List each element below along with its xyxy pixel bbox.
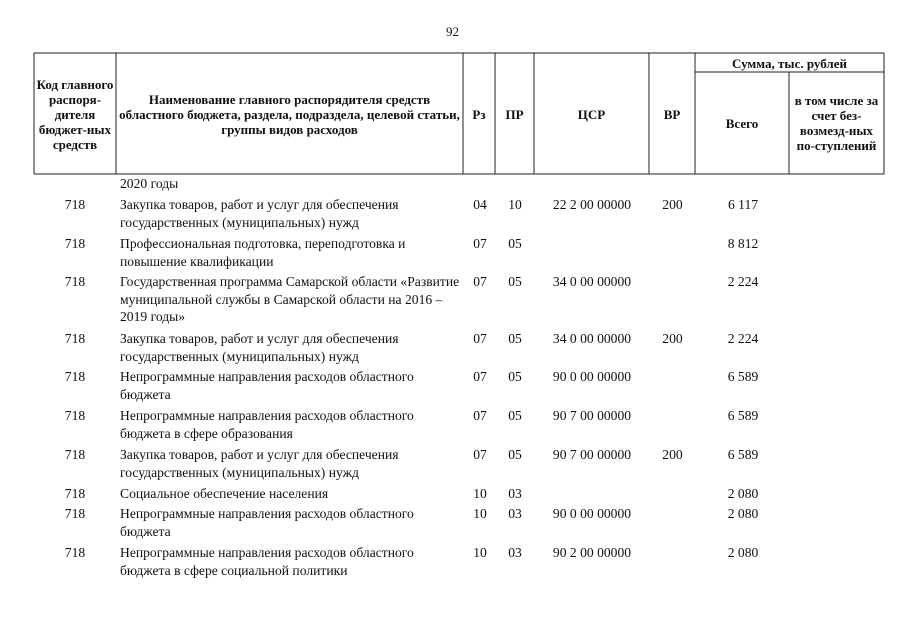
cell-total: 2 080: [727, 545, 759, 560]
cell-kod: 718: [64, 331, 86, 346]
cell-csr: 90 0 00 00000: [552, 369, 632, 384]
cell-kod: 718: [64, 506, 86, 521]
cell-name: Социальное обеспечение населения: [120, 486, 329, 501]
cell-kod: 718: [64, 545, 86, 560]
cell-csr: 90 2 00 00000: [552, 545, 632, 560]
cell-csr: 90 0 00 00000: [552, 506, 632, 521]
cell-total: 2 080: [727, 486, 759, 501]
cell-total: 2 224: [727, 274, 759, 289]
cell-rz: 04: [473, 197, 487, 212]
cell-name: Профессиональная подготовка, переподготовка и повышение квалификации: [120, 236, 406, 269]
cell-total: 6 589: [727, 369, 759, 384]
header-kod: Код главного распоря-дителя бюджет-ных средств: [36, 76, 114, 152]
cell-pr: 05: [508, 369, 522, 384]
cell-name: Государственная программа Самарской области «Развитие муниципальной службы в Самарской области на 2016 – 2019 годы»: [120, 274, 460, 324]
cell-vr: 200: [662, 197, 683, 212]
cell-rz: 07: [473, 408, 487, 423]
cell-total: 2 080: [727, 506, 759, 521]
cell-total: 6 117: [727, 197, 759, 212]
cell-vr: 200: [662, 331, 683, 346]
cell-name: Непрограммные направления расходов областного бюджета в сфере социальной политики: [120, 545, 414, 578]
cell-name: Непрограммные направления расходов областного бюджета: [120, 506, 414, 539]
cell-total: 6 589: [727, 447, 759, 462]
cell-total: 6 589: [727, 408, 759, 423]
cell-pr: 05: [508, 236, 522, 251]
cell-csr: 90 7 00 00000: [552, 408, 632, 423]
cell-total: 2 224: [727, 331, 759, 346]
cell-pr: 10: [508, 197, 522, 212]
cell-name: Закупка товаров, работ и услуг для обеспечения государственных (муниципальных) нужд: [120, 447, 399, 480]
cell-csr: 34 0 00 00000: [552, 274, 632, 289]
cell-rz: 07: [473, 447, 487, 462]
cell-csr: 34 0 00 00000: [552, 331, 632, 346]
cell-pr: 05: [508, 408, 522, 423]
cell-vr: 200: [662, 447, 683, 462]
header-name: Наименование главного распорядителя средств областного бюджета, раздела, подраздела, целевой статьи, группы видов расходов: [119, 91, 460, 137]
cell-rz: 10: [473, 506, 487, 521]
cell-name: Закупка товаров, работ и услуг для обеспечения государственных (муниципальных) нужд: [120, 331, 399, 364]
cell-csr: 22 2 00 00000: [552, 197, 632, 212]
cell-pr: 03: [508, 486, 522, 501]
cell-pr: 05: [508, 447, 522, 462]
page-number: 92: [446, 24, 459, 39]
cell-rz: 07: [473, 236, 487, 251]
cell-rz: 07: [473, 369, 487, 384]
cell-kod: 718: [64, 408, 86, 423]
cell-kod: 718: [64, 369, 86, 384]
cell-rz: 07: [473, 331, 487, 346]
cell-kod: 718: [64, 486, 86, 501]
cell-pr: 05: [508, 274, 522, 289]
header-csr: ЦСР: [577, 106, 606, 122]
header-incl: в том числе за счет без-возмезд-ных по-ступлений: [794, 93, 879, 153]
cell-rz: 10: [473, 545, 487, 560]
cell-name: Непрограммные направления расходов областного бюджета: [120, 369, 414, 402]
header-vr: ВР: [663, 106, 681, 122]
header-sum: Сумма, тыс. рублей: [732, 55, 847, 71]
cell-name: Закупка товаров, работ и услуг для обеспечения государственных (муниципальных) нужд: [120, 197, 399, 230]
cell-rz: 10: [473, 486, 487, 501]
header-total: Всего: [725, 115, 759, 131]
header-pr: ПР: [505, 106, 524, 122]
cell-total: 8 812: [727, 236, 759, 251]
cell-csr: 90 7 00 00000: [552, 447, 632, 462]
cell-pr: 03: [508, 545, 522, 560]
header-rz: Рз: [472, 106, 486, 122]
cell-kod: 718: [64, 447, 86, 462]
continuation-text: 2020 годы: [120, 176, 179, 191]
cell-kod: 718: [64, 274, 86, 289]
cell-pr: 05: [508, 331, 522, 346]
cell-pr: 03: [508, 506, 522, 521]
cell-rz: 07: [473, 274, 487, 289]
cell-kod: 718: [64, 197, 86, 212]
cell-kod: 718: [64, 236, 86, 251]
cell-name: Непрограммные направления расходов областного бюджета в сфере образования: [120, 408, 414, 441]
